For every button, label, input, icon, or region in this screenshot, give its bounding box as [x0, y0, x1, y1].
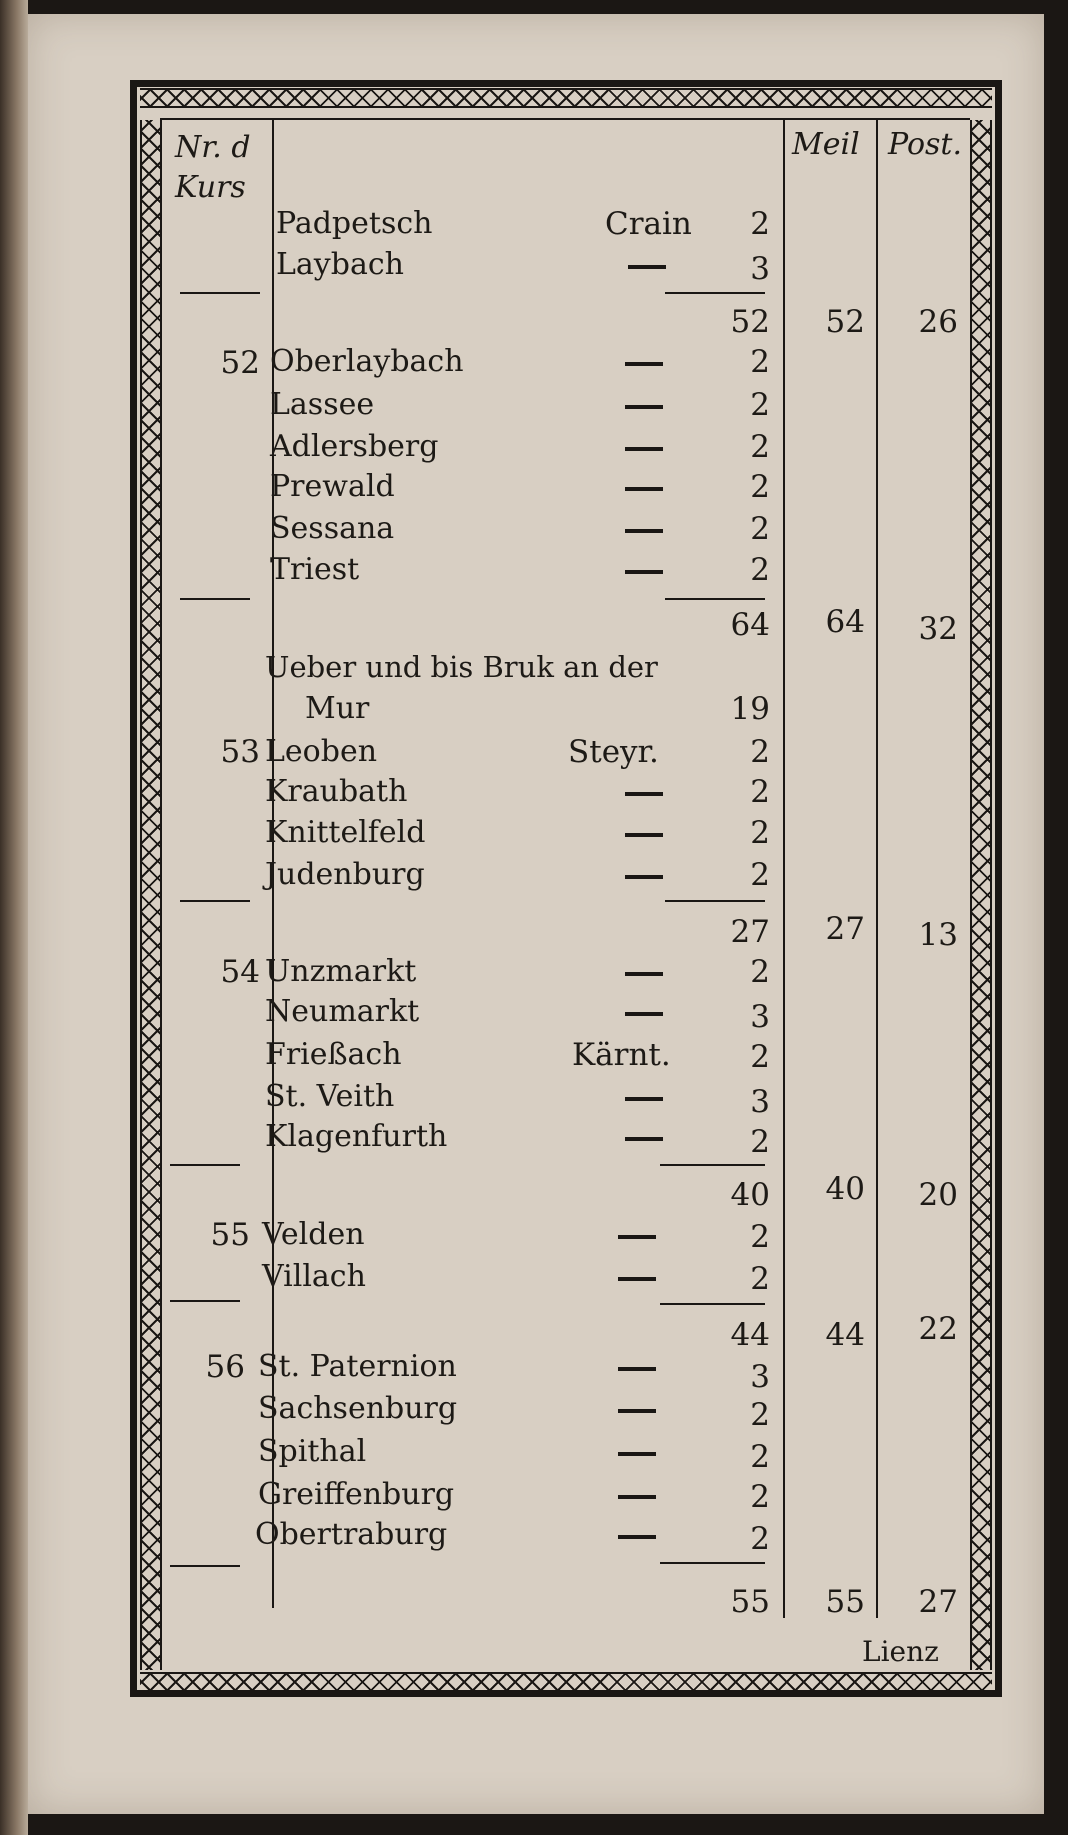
ditto-dash: [628, 265, 666, 269]
catchword: Lienz: [862, 1635, 939, 1668]
stage-value: 2: [750, 1521, 770, 1557]
ditto-dash: [618, 1535, 656, 1539]
ditto-dash: [618, 1277, 656, 1281]
place-name: Prewald: [270, 469, 395, 504]
meil-total: 64: [825, 604, 865, 640]
column-rule-values: [783, 118, 785, 1618]
place-name: Adlersberg: [270, 429, 439, 464]
top-border-ornament: [140, 88, 992, 108]
place-name: St. Veith: [265, 1079, 395, 1114]
stage-value: 2: [750, 387, 770, 423]
ditto-dash: [625, 405, 663, 409]
column-rule-meil: [876, 118, 878, 1618]
place-name: Frießach: [265, 1037, 402, 1072]
header-kurs: Nr. d Kurs: [175, 130, 251, 205]
subtotal: 64: [730, 607, 770, 643]
place-name: St. Paternion: [258, 1349, 457, 1384]
right-border-ornament: [970, 120, 992, 1670]
stage-value: 2: [750, 552, 770, 588]
post-total: 26: [918, 304, 958, 340]
header-meil: Meil: [792, 127, 860, 162]
place-name: Villach: [262, 1259, 366, 1294]
stage-value: 2: [750, 774, 770, 810]
ditto-dash: [625, 570, 663, 574]
subtotal-rule: [660, 1303, 765, 1305]
post-total: 20: [918, 1177, 958, 1213]
ditto-dash: [618, 1235, 656, 1239]
place-name: Obertraburg: [255, 1517, 448, 1552]
place-name: Lassee: [270, 387, 375, 422]
course-separator: [180, 292, 260, 294]
course-number: 56: [205, 1349, 245, 1385]
ditto-dash: [618, 1367, 656, 1371]
ditto-dash: [618, 1495, 656, 1499]
stage-value: 2: [750, 1124, 770, 1160]
course-number: 52: [220, 345, 260, 381]
subtotal: 52: [730, 304, 770, 340]
stage-value: 2: [750, 1219, 770, 1255]
stage-value: 2: [750, 1261, 770, 1297]
stage-value: 3: [750, 251, 770, 287]
subtotal-rule: [660, 1164, 765, 1166]
meil-total: 27: [825, 911, 865, 947]
stage-value: 2: [750, 511, 770, 547]
stage-value: 3: [750, 1359, 770, 1395]
place-name: Kraubath: [265, 774, 408, 809]
meil-total: 55: [825, 1584, 865, 1620]
stage-value: 2: [750, 734, 770, 770]
course-number: 54: [220, 954, 260, 990]
subtotal: 55: [730, 1584, 770, 1620]
meil-total: 44: [825, 1317, 865, 1353]
place-name: Spithal: [258, 1434, 367, 1469]
place-name: Neumarkt: [265, 994, 420, 1029]
course-separator: [170, 1164, 240, 1166]
meil-total: 52: [825, 304, 865, 340]
ditto-dash: [625, 1012, 663, 1016]
place-name: Sachsenburg: [258, 1391, 458, 1426]
place-name: Triest: [270, 552, 360, 587]
place-name: Sessana: [270, 511, 395, 546]
header-rule: [160, 118, 970, 120]
header-post: Post.: [888, 127, 963, 162]
place-name: Unzmarkt: [265, 954, 417, 989]
stage-value: 3: [750, 1084, 770, 1120]
stage-value: 2: [750, 429, 770, 465]
ditto-dash: [625, 1137, 663, 1141]
course-number: 53: [220, 734, 260, 770]
subtotal-rule: [665, 598, 765, 600]
meil-total: 40: [825, 1171, 865, 1207]
stage-value: 2: [750, 1039, 770, 1075]
region-name: Kärnt.: [572, 1037, 671, 1073]
place-name: Padpetsch: [276, 206, 433, 241]
stage-value: 2: [750, 954, 770, 990]
ditto-dash: [625, 792, 663, 796]
place-name: Velden: [262, 1217, 365, 1252]
course-separator: [180, 598, 250, 600]
stage-value: 2: [750, 815, 770, 851]
subtotal-rule: [665, 900, 765, 902]
course-separator: [180, 900, 250, 902]
place-name: Knittelfeld: [265, 815, 426, 850]
ditto-dash: [625, 447, 663, 451]
course-separator: [170, 1565, 240, 1567]
post-total: 22: [918, 1311, 958, 1347]
post-total: 32: [918, 611, 958, 647]
subtotal-rule: [660, 1562, 765, 1564]
subtotal: 27: [730, 914, 770, 950]
stage-value: 2: [750, 469, 770, 505]
subtotal: 44: [730, 1317, 770, 1353]
post-total: 27: [918, 1584, 958, 1620]
ditto-dash: [625, 529, 663, 533]
place-name: Laybach: [276, 247, 404, 282]
stage-value: 3: [750, 999, 770, 1035]
ditto-dash: [625, 875, 663, 879]
place-name: Greiffenburg: [258, 1477, 455, 1512]
region-name: Crain: [605, 206, 692, 242]
ditto-dash: [618, 1452, 656, 1456]
region-name: Steyr.: [568, 734, 659, 770]
ditto-dash: [618, 1409, 656, 1413]
stage-value: 2: [750, 206, 770, 242]
place-name: Mur: [305, 691, 370, 726]
ditto-dash: [625, 833, 663, 837]
course-number: 55: [210, 1217, 250, 1253]
place-name: Judenburg: [265, 857, 425, 892]
left-border-ornament: [140, 120, 162, 1670]
subtotal-rule: [665, 292, 765, 294]
post-total: 13: [918, 917, 958, 953]
stage-value: 2: [750, 857, 770, 893]
stage-value: 2: [750, 1479, 770, 1515]
place-name: Oberlaybach: [270, 344, 464, 379]
stage-value: 19: [730, 691, 770, 727]
bottom-border-ornament: [140, 1672, 992, 1692]
stage-value: 2: [750, 1439, 770, 1475]
place-name: Leoben: [265, 734, 378, 769]
stage-value: 2: [750, 344, 770, 380]
stage-value: 2: [750, 1397, 770, 1433]
place-name: Ueber und bis Bruk an der: [265, 650, 658, 684]
ditto-dash: [625, 362, 663, 366]
place-name: Klagenfurth: [265, 1119, 448, 1154]
ditto-dash: [625, 972, 663, 976]
ditto-dash: [625, 1097, 663, 1101]
course-separator: [170, 1300, 240, 1302]
ditto-dash: [625, 487, 663, 491]
subtotal: 40: [730, 1177, 770, 1213]
book-spine: [0, 0, 28, 1835]
